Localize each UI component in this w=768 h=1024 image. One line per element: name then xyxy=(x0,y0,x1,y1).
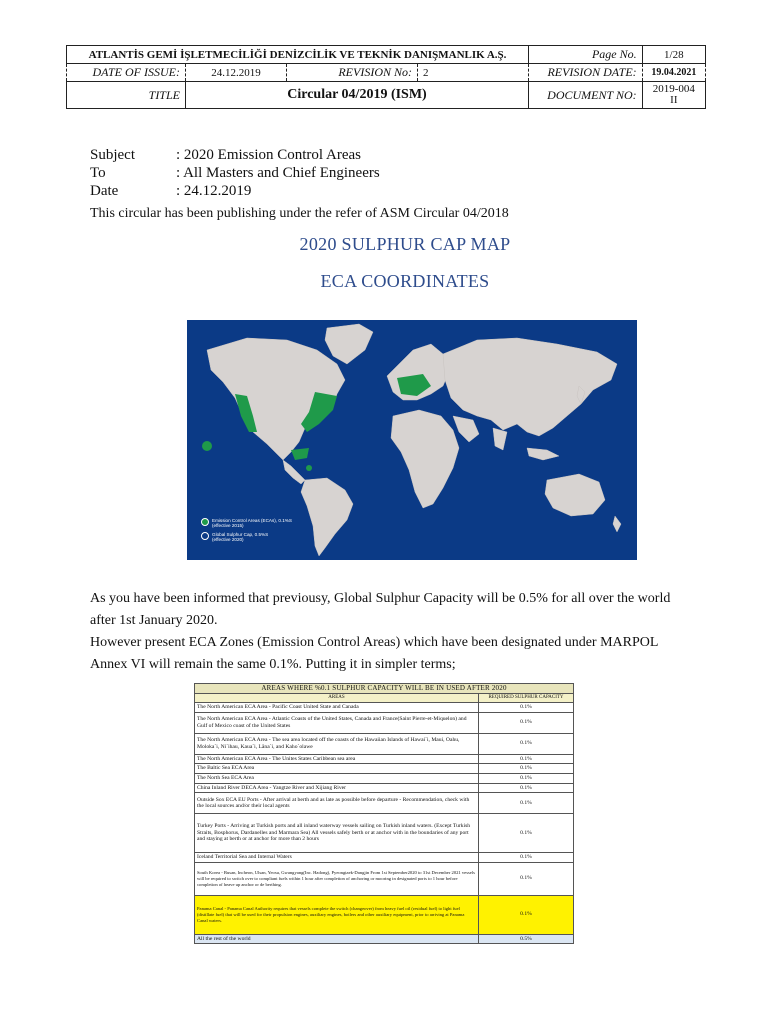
area-cell: The North American ECA Area - Pacific Coast United State and Canada xyxy=(195,703,479,713)
sulphur-cap-map xyxy=(187,320,637,560)
global-cap-swatch-icon xyxy=(201,532,209,540)
value-cell: 0.1% xyxy=(479,712,574,733)
value-cell: 0.5% xyxy=(479,934,574,944)
eca-title: ECA COORDINATES xyxy=(320,271,490,291)
table-row xyxy=(195,754,574,764)
area-cell: Outside Sox ECA EU Ports - After arrival at berth and as late as possible before departure - Recommendation, check with the local sources and/or their local agents xyxy=(195,793,479,814)
revision-no-label: REVISION No: xyxy=(287,64,418,82)
document-no-value-line2: II xyxy=(670,94,678,106)
area-cell: Panama Canal - Panama Canal Authority requires that vessels complete the switch (changeover) from heavy fuel oil (residual fuel) to light fuel (distillate fuel) that will be used for their propulsion engines, auxiliary engines, boilers and other auxiliary equipment, prior to arriving at Panama Canal waters. xyxy=(195,895,479,934)
table-row xyxy=(195,853,574,863)
table-row xyxy=(195,783,574,793)
legend-eca-line2: (effective 2015) xyxy=(212,523,244,529)
table-row xyxy=(195,862,574,895)
p2-line1: However present ECA Zones (Emission Control Areas) which have been designated under MARPOL xyxy=(90,635,659,650)
value-cell: 0.1% xyxy=(479,773,574,783)
table-row xyxy=(195,733,574,754)
p1-line1: As you have been informed that previousy, Global Sulphur Capacity will be 0.5% for all over the world xyxy=(90,591,671,606)
area-cell: The North American ECA Area - The sea area located off the coasts of the Hawaiian Islands of Hawai`i, Maui, Oahu, Moloka`i, Ni`ihau, Kaua`i, Lāna`i, and Kaho`olawe xyxy=(195,733,479,754)
title-label: TITLE xyxy=(67,82,186,109)
column-header-areas: AREAS xyxy=(195,693,479,703)
eca-swatch-icon xyxy=(201,518,209,526)
subject-value: : 2020 Emission Control Areas xyxy=(176,147,361,163)
area-cell: The Baltic Sea ECA Area xyxy=(195,764,479,774)
area-cell: The North American ECA Area - The Unites States Caribbean sea area xyxy=(195,754,479,764)
company-name: ATLANTİS GEMİ İŞLETMECİLİĞİ DENİZCİLİK VE TEKNİK DANIŞMANLIK A.Ş. xyxy=(67,46,529,64)
body-text xyxy=(90,588,690,676)
value-cell: 0.1% xyxy=(479,754,574,764)
document-no-label: DOCUMENT NO: xyxy=(529,82,643,109)
value-cell: 0.1% xyxy=(479,793,574,814)
value-cell: 0.1% xyxy=(479,853,574,863)
legend-global-line2: (effective 2020) xyxy=(212,536,244,542)
table-row xyxy=(195,773,574,783)
area-cell: Turkey Ports - Arriving at Turkish ports and all inland waterway vessels sailing on Turkish inland waters. (Except Turkish Straits, Bosphorus, Dardanelles and Marmara Sea) All vessels safely berth or at anchor with in the boundaries of any port and staying at berth or at anchor for more than 2 hours xyxy=(195,814,479,853)
date-of-issue-value: 24.12.2019 xyxy=(186,64,287,82)
column-header-required: REQUIRED SULPHUR CAPACITY xyxy=(479,693,574,703)
value-cell: 0.1% xyxy=(479,733,574,754)
area-cell: All the rest of the world xyxy=(195,934,479,944)
document-no-value-line1: 2019-004 xyxy=(652,83,695,95)
to-label: To xyxy=(90,165,106,181)
p2-line2: Annex VI will remain the same 0.1%. Putting it in simpler terms; xyxy=(90,657,456,672)
map-legend xyxy=(201,518,292,545)
revision-date-value: 19.04.2021 xyxy=(642,64,705,82)
value-cell: 0.1% xyxy=(479,862,574,895)
revision-date-label: REVISION DATE: xyxy=(529,64,643,82)
date-of-issue-label: DATE OF ISSUE: xyxy=(67,64,186,82)
area-cell: The North American ECA Area - Atlantic Coasts of the United States, Canada and France(Saint Pierre-et-Miquelon) and Gulf of Mexico coast of the United States xyxy=(195,712,479,733)
table-caption: AREAS WHERE %0.1 SULPHUR CAPACITY WILL BE IN USED AFTER 2020 xyxy=(195,684,574,694)
table-row xyxy=(195,814,574,853)
legend-eca-line1: Emission Control Areas (ECAs), 0.1%S xyxy=(212,518,292,523)
map-title: 2020 SULPHUR CAP MAP xyxy=(299,234,511,254)
memo-block xyxy=(90,146,380,200)
document-no-value xyxy=(642,82,705,109)
value-cell: 0.1% xyxy=(479,703,574,713)
legend-global xyxy=(201,532,292,543)
value-cell: 0.1% xyxy=(479,895,574,934)
to-value: : All Masters and Chief Engineers xyxy=(176,165,380,181)
area-cell: South Korea - Busan, Incheon, Ulsan, Yeosu, Gwangyang(Inc. Hadong), Pyeongtaek-Dangjin From 1st September2020 to 31st December 2021 vessels will be required to switch over to compliant fuels within 1 hour after completion of anchoring or mooring in designated ports to 1 hour before completion of heave up anchor or de berthing. xyxy=(195,862,479,895)
title-value: Circular 04/2019 (ISM) xyxy=(186,82,529,109)
eca-areas-table xyxy=(194,683,574,944)
table-row xyxy=(195,703,574,713)
table-row xyxy=(195,764,574,774)
area-cell: The North Sea ECA Area xyxy=(195,773,479,783)
legend-global-line1: Global Sulphur Cap, 0.5%S xyxy=(212,531,269,537)
page-no-value: 1/28 xyxy=(642,46,705,64)
value-cell: 0.1% xyxy=(479,814,574,853)
intro-text: This circular has been publishing under the refer of ASM Circular 04/2018 xyxy=(90,206,509,221)
table-row xyxy=(195,793,574,814)
value-cell: 0.1% xyxy=(479,783,574,793)
table-row-rest-of-world xyxy=(195,934,574,944)
document-header xyxy=(66,45,706,109)
table-row-highlighted xyxy=(195,895,574,934)
value-cell: 0.1% xyxy=(479,764,574,774)
date-label: Date xyxy=(90,183,119,199)
date-value: : 24.12.2019 xyxy=(176,183,252,199)
page-no-label: Page No. xyxy=(529,46,643,64)
revision-no-value: 2 xyxy=(418,64,529,82)
area-cell: Iceland Territorial Sea and Internal Waters xyxy=(195,853,479,863)
area-cell: China Inland River DECA Area - Yangtze River and Xijiang River xyxy=(195,783,479,793)
legend-eca xyxy=(201,518,292,529)
table-row xyxy=(195,712,574,733)
subject-label: Subject xyxy=(90,147,135,163)
p1-line2: after 1st January 2020. xyxy=(90,613,218,628)
